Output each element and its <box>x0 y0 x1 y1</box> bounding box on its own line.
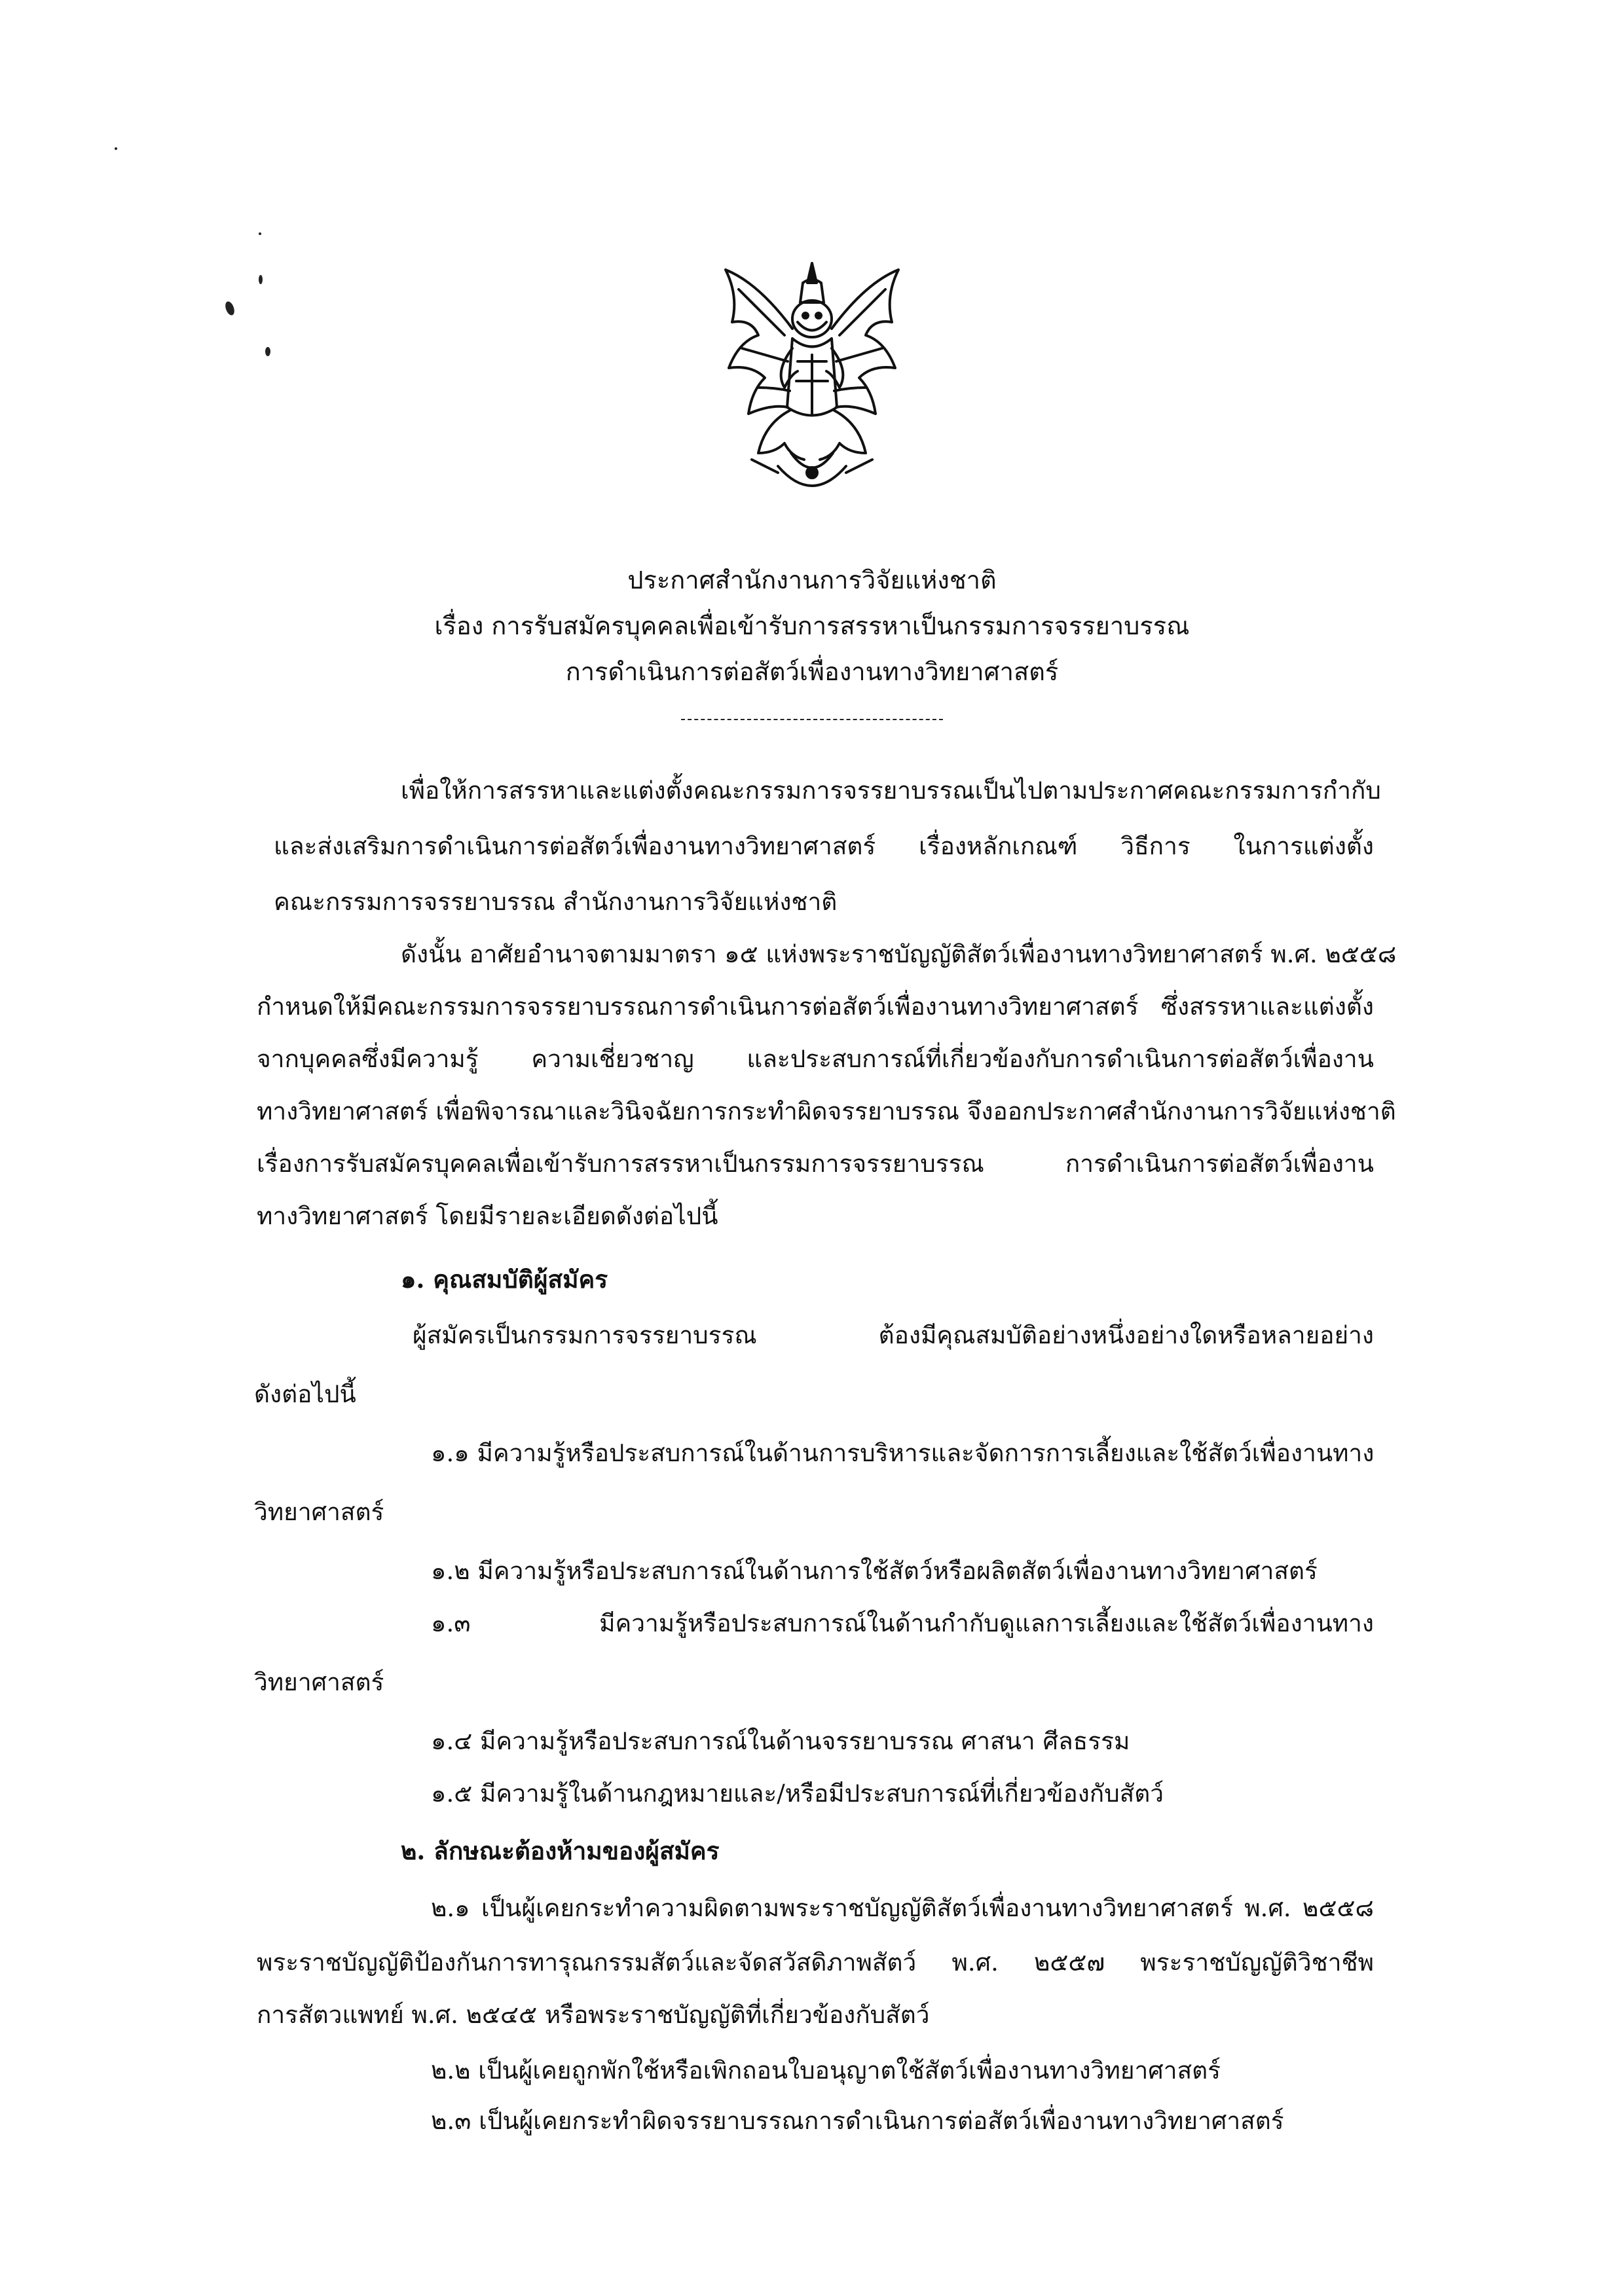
list-item: ๒.๒ เป็นผู้เคยถูกพักใช้หรือเพิกถอนใบอนุญาตใช้สัตว์เพื่องานทางวิทยาศาสตร์ <box>431 2056 1221 2085</box>
body-line: เรื่องการรับสมัครบุคคลเพื่อเข้ารับการสรรหาเป็นกรรมการจรรยาบรรณ การดำเนินการต่อสัตว์เพื่องาน <box>257 1150 1374 1178</box>
body-line: ทางวิทยาศาสตร์ โดยมีรายละเอียดดังต่อไปนี้ <box>257 1202 718 1230</box>
body-line: ทางวิทยาศาสตร์ เพื่อพิจารณาและวินิจฉัยการกระทำผิดจรรยาบรรณ จึงออกประกาศสำนักงานการวิจัยแห่งชาติ <box>257 1097 1396 1125</box>
list-item: ๒.๓ เป็นผู้เคยกระทำผิดจรรยาบรรณการดำเนินการต่อสัตว์เพื่องานทางวิทยาศาสตร์ <box>431 2107 1284 2135</box>
body-line: วิทยาศาสตร์ <box>254 1498 384 1526</box>
body-line: คณะกรรมการจรรยาบรรณ สำนักงานการวิจัยแห่งชาติ <box>274 888 838 916</box>
body-line: การสัตวแพทย์ พ.ศ. ๒๕๔๕ หรือพระราชบัญญัติที่เกี่ยวข้องกับสัตว์ <box>257 2001 930 2029</box>
scan-speck <box>259 232 261 235</box>
announcement-subject: เรื่อง การรับสมัครบุคคลเพื่อเข้ารับการสรรหาเป็นกรรมการจรรยาบรรณ <box>434 611 1190 640</box>
body-line: ดังนั้น อาศัยอำนาจตามมาตรา ๑๕ แห่งพระราชบัญญัติสัตว์เพื่องานทางวิทยาศาสตร์ พ.ศ. ๒๕๕๘ <box>401 940 1397 968</box>
body-line: ผู้สมัครเป็นกรรมการจรรยาบรรณ ต้องมีคุณสมบัติอย่างหนึ่งอย่างใดหรือหลายอย่าง <box>413 1321 1374 1349</box>
section-heading-prohibitions: ๒. ลักษณะต้องห้ามของผู้สมัคร <box>401 1836 720 1865</box>
body-line: และส่งเสริมการดำเนินการต่อสัตว์เพื่องานทางวิทยาศาสตร์ เรื่องหลักเกณฑ์ วิธีการ ในการแต่งตั้ง <box>274 832 1374 860</box>
garuda-emblem-icon <box>712 257 912 512</box>
body-line: วิทยาศาสตร์ <box>254 1668 384 1696</box>
body-line: พระราชบัญญัติป้องกันการทารุณกรรมสัตว์และจัดสวัสดิภาพสัตว์ พ.ศ. ๒๕๕๗ พระราชบัญญัติวิชาชีพ <box>257 1948 1374 1977</box>
body-line: ดังต่อไปนี้ <box>254 1380 356 1408</box>
list-item: ๑.๓ มีความรู้หรือประสบการณ์ในด้านกำกับดูแลการเลี้ยงและใช้สัตว์เพื่องานทาง <box>431 1609 1374 1637</box>
scan-speck <box>265 347 270 356</box>
scan-speck <box>259 275 263 284</box>
list-item: ๒.๑ เป็นผู้เคยกระทำความผิดตามพระราชบัญญัติสัตว์เพื่องานทางวิทยาศาสตร์ พ.ศ. ๒๕๕๘ <box>431 1894 1374 1922</box>
body-line: เพื่อให้การสรรหาและแต่งตั้งคณะกรรมการจรรยาบรรณเป็นไปตามประกาศคณะกรรมการกำกับ <box>401 776 1381 805</box>
body-line: จากบุคคลซึ่งมีความรู้ ความเชี่ยวชาญ และประสบการณ์ที่เกี่ยวข้องกับการดำเนินการต่อสัตว์เพื่องาน <box>257 1045 1374 1073</box>
list-item: ๑.๑ มีความรู้หรือประสบการณ์ในด้านการบริหารและจัดการการเลี้ยงและใช้สัตว์เพื่องานทาง <box>431 1439 1375 1467</box>
list-item: ๑.๒ มีความรู้หรือประสบการณ์ในด้านการใช้สัตว์หรือผลิตสัตว์เพื่องานทางวิทยาศาสตร์ <box>431 1557 1318 1585</box>
announcement-title: ประกาศสำนักงานการวิจัยแห่งชาติ <box>627 566 997 594</box>
scan-speck <box>224 301 236 317</box>
scan-speck <box>115 147 117 150</box>
announcement-subject-continued: การดำเนินการต่อสัตว์เพื่องานทางวิทยาศาสตร์ <box>565 657 1059 686</box>
section-heading-qualifications: ๑. คุณสมบัติผู้สมัคร <box>401 1265 608 1294</box>
list-item: ๑.๕ มีความรู้ในด้านกฎหมายและ/หรือมีประสบการณ์ที่เกี่ยวข้องกับสัตว์ <box>431 1779 1164 1808</box>
list-item: ๑.๔ มีความรู้หรือประสบการณ์ในด้านจรรยาบรรณ ศาสนา ศีลธรรม <box>431 1727 1130 1755</box>
title-divider <box>681 719 943 720</box>
body-line: กำหนดให้มีคณะกรรมการจรรยาบรรณการดำเนินการต่อสัตว์เพื่องานทางวิทยาศาสตร์ ซึ่งสรรหาและแต่งตั้ง <box>257 993 1374 1021</box>
